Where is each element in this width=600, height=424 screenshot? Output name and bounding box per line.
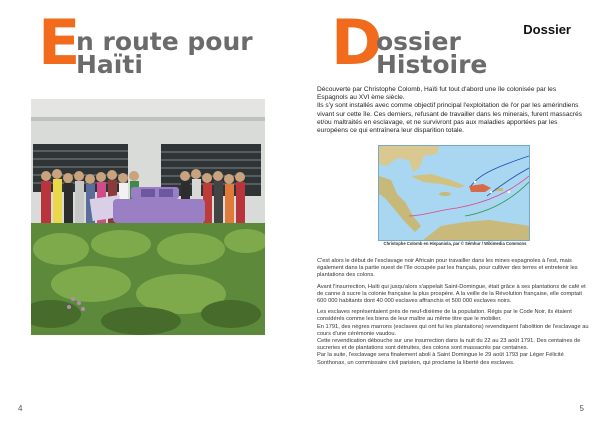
map-caption: Christophe Colomb en Hispaniola, par © Sémhur / Wikimedia Commons: [383, 241, 527, 246]
section-label: Dossier: [523, 22, 571, 37]
left-title: [76, 27, 253, 79]
group-photo: [31, 99, 265, 335]
right-page-number: 5: [579, 404, 584, 413]
body-paragraph: Cette revendication débouche sur une insurrection dans la nuit du 22 au 23 août 1791. Des centaines de sucreries et de plantations sont détruites, des colons sont massacrés par centaines.: [317, 338, 581, 352]
intro-text: [317, 86, 587, 135]
caribbean-map-image: [379, 146, 529, 240]
right-title: [376, 27, 488, 79]
body-paragraph: C'est alors le début de l'esclavage noir Africain pour travailler dans les mines espagnoles à l'est, mais également dans la partie ouest de l'île occupée par les français, pour cultiver des terres et entretenir les plantations des colons.: [317, 258, 578, 279]
body-paragraph: Par la suite, l'esclavage sera finalement aboli à Saint Domingue le 29 août 1793 par Léger Félicité Sonthonax, un commissaire civil parisien, qui proclame la liberté des esclaves.: [317, 352, 564, 366]
body-paragraph: Les esclaves représentaient près de neuf-dixième de la population. Régis par le Code Noir, ils étaient considérés comme les biens de leur maître au même titre que le mobilier.: [317, 309, 572, 323]
right-title-line2: Histoire: [376, 50, 488, 79]
right-title-initial: D: [331, 6, 383, 79]
group-photo-image: [31, 99, 265, 335]
intro-paragraph: Ils s'y sont installés avec comme objectif principal l'exploitation de l'or par les amérindiens vivant sur cette île. Ces derniers, refusant de travailler dans les minerais, furent massacrés et/ou maltraités en esclavage, et ne survivront pas aux maladies apportées par les européens ce qui entraînera leur disparition totale.: [317, 102, 582, 135]
right-page: [300, 0, 600, 424]
left-title-line2: Haïti: [76, 50, 143, 79]
left-title-line1: n route pour: [76, 27, 253, 56]
body-text: [317, 258, 589, 371]
right-title-line1: ossier: [376, 27, 461, 56]
left-title-initial: E: [38, 6, 81, 79]
body-paragraph: Avant l'insurrection, Haïti qui jusqu'alors s'appelait Saint-Domingue, était grâce à ses plantations de café et de canne à sucre la colonie française la plus prospère. A la veille de la Révolution française, elle comptait 600 000 habitants dont 40 000 esclaves affranchis et 500 000 esclaves noirs.: [317, 283, 586, 305]
caribbean-map: [378, 145, 530, 241]
body-paragraph: En 1791, des nègres marrons (esclaves qui ont fui les plantations) revendiquent l'abolition de l'esclavage au cours d'une cérémonie vaudou.: [317, 323, 589, 337]
left-page-number: 4: [18, 404, 23, 413]
intro-paragraph: Découverte par Christophe Colomb, Haïti fut tout d'abord une île colonisée par les Espagnols au XVI ème siècle.: [317, 86, 557, 102]
